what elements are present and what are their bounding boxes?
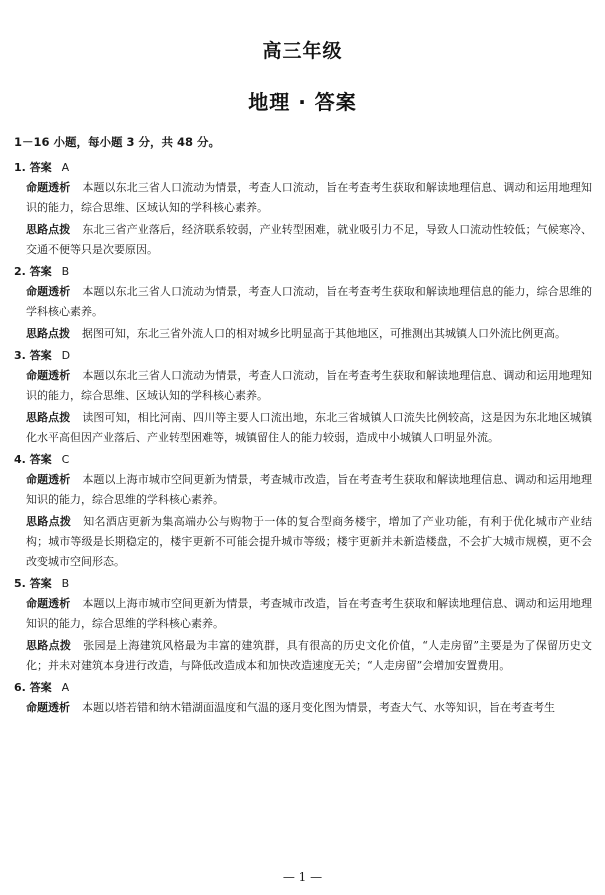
- hint-paragraph: [14, 512, 592, 572]
- answer-heading: [14, 158, 592, 178]
- answer-list: [14, 158, 592, 720]
- grade-title: 高三年级: [262, 40, 343, 62]
- paragraph-label: 思路点拨: [26, 515, 72, 528]
- answer-item: [14, 574, 592, 676]
- paragraph-text: 本题以东北三省人口流动为情景，考查人口流动，旨在考查考生获取和解读地理信息、调动和运用地理知识的能力，综合思维、区域认知的学科核心素养。: [26, 181, 592, 214]
- analysis-paragraph: [14, 594, 592, 634]
- answer-value: B: [61, 577, 70, 590]
- answer-heading: [14, 450, 592, 470]
- paragraph-label: 思路点拨: [26, 327, 70, 340]
- paragraph-label: 思路点拨: [26, 223, 71, 236]
- answer-item: [14, 450, 592, 572]
- answer-heading: [14, 262, 592, 282]
- paragraph-text: 据图可知，东北三省外流人口的相对城乡比明显高于其他地区，可推测出其城镇人口外流比例更高。: [82, 327, 566, 340]
- analysis-paragraph: [14, 366, 592, 406]
- answer-heading: [14, 346, 592, 366]
- hint-paragraph: [14, 408, 592, 448]
- paragraph-text: 本题以东北三省人口流动为情景，考查人口流动，旨在考查考生获取和解读地理信息、调动和运用地理知识的能力，综合思维、区域认知的学科核心素养。: [26, 369, 592, 402]
- answer-label: 1. 答案: [14, 161, 52, 174]
- answer-heading: [14, 574, 592, 594]
- hint-paragraph: [14, 220, 592, 260]
- analysis-paragraph: [14, 698, 592, 718]
- answer-label: 4. 答案: [14, 453, 52, 466]
- paragraph-label: 命题透析: [26, 285, 71, 298]
- paragraph-text: 读图可知，相比河南、四川等主要人口流出地，东北三省城镇人口流失比例较高，这是因为东北地区城镇化水平高但因产业落后、产业转型困难等，城镇留住人的能力较弱，造成中小城镇人口明显外流。: [26, 411, 592, 444]
- hint-paragraph: [14, 324, 592, 344]
- answer-value: A: [61, 681, 70, 694]
- scoring-intro: 1－16 小题，每小题 3 分，共 48 分。: [14, 135, 221, 149]
- paragraph-label: 命题透析: [26, 701, 70, 714]
- paragraph-text: 知名酒店更新为集高端办公与购物于一体的复合型商务楼宇，增加了产业功能，有利于优化城市产业结构；城市等级是长期稳定的，楼宇更新不可能会提升城市等级；楼宇更新并未新造楼盘，不会扩大城市规模，更不会改变城市空间形态。: [26, 515, 592, 568]
- answer-item: [14, 262, 592, 344]
- answer-label: 5. 答案: [14, 577, 52, 590]
- answer-value: B: [61, 265, 70, 278]
- analysis-paragraph: [14, 282, 592, 322]
- paragraph-label: 命题透析: [26, 473, 71, 486]
- answer-item: [14, 678, 592, 718]
- analysis-paragraph: [14, 178, 592, 218]
- paragraph-text: 本题以上海市城市空间更新为情景，考查城市改造，旨在考查考生获取和解读地理信息、调动和运用地理知识的能力，综合思维的学科核心素养。: [26, 473, 592, 506]
- paragraph-label: 命题透析: [26, 369, 71, 382]
- paragraph-text: 本题以塔若错和纳木错湖面温度和气温的逐月变化图为情景，考查大气、水等知识，旨在考查考生: [82, 701, 555, 714]
- answer-value: D: [61, 349, 71, 362]
- answer-item: [14, 158, 592, 260]
- paragraph-text: 张园是上海建筑风格最为丰富的建筑群，具有很高的历史文化价值，“人走房留”主要是为了保留历史文化；并未对建筑本身进行改造，与降低改造成本和加快改造速度无关；“人走房留”会增加安置费用。: [26, 639, 593, 672]
- paragraph-label: 命题透析: [26, 597, 71, 610]
- answer-value: A: [61, 161, 70, 174]
- paragraph-label: 思路点拨: [26, 639, 72, 652]
- subject-title: 地理 · 答案: [248, 90, 357, 114]
- paragraph-label: 命题透析: [26, 181, 71, 194]
- paragraph-text: 东北三省产业落后，经济联系较弱，产业转型困难，就业吸引力不足，导致人口流动性较低；气候寒冷、交通不便等只是次要原因。: [26, 223, 592, 256]
- answer-label: 2. 答案: [14, 265, 52, 278]
- answer-heading: [14, 678, 592, 698]
- answer-label: 3. 答案: [14, 349, 52, 362]
- paragraph-text: 本题以上海市城市空间更新为情景，考查城市改造，旨在考查考生获取和解读地理信息、调动和运用地理知识的能力，综合思维的学科核心素养。: [26, 597, 592, 630]
- answer-value: C: [61, 453, 70, 466]
- analysis-paragraph: [14, 470, 592, 510]
- paragraph-label: 思路点拨: [26, 411, 71, 424]
- hint-paragraph: [14, 636, 592, 676]
- answer-label: 6. 答案: [14, 681, 52, 694]
- answer-item: [14, 346, 592, 448]
- page-number: — 1 —: [282, 870, 323, 884]
- paragraph-text: 本题以东北三省人口流动为情景，考查人口流动，旨在考查考生获取和解读地理信息的能力，综合思维的学科核心素养。: [26, 285, 592, 318]
